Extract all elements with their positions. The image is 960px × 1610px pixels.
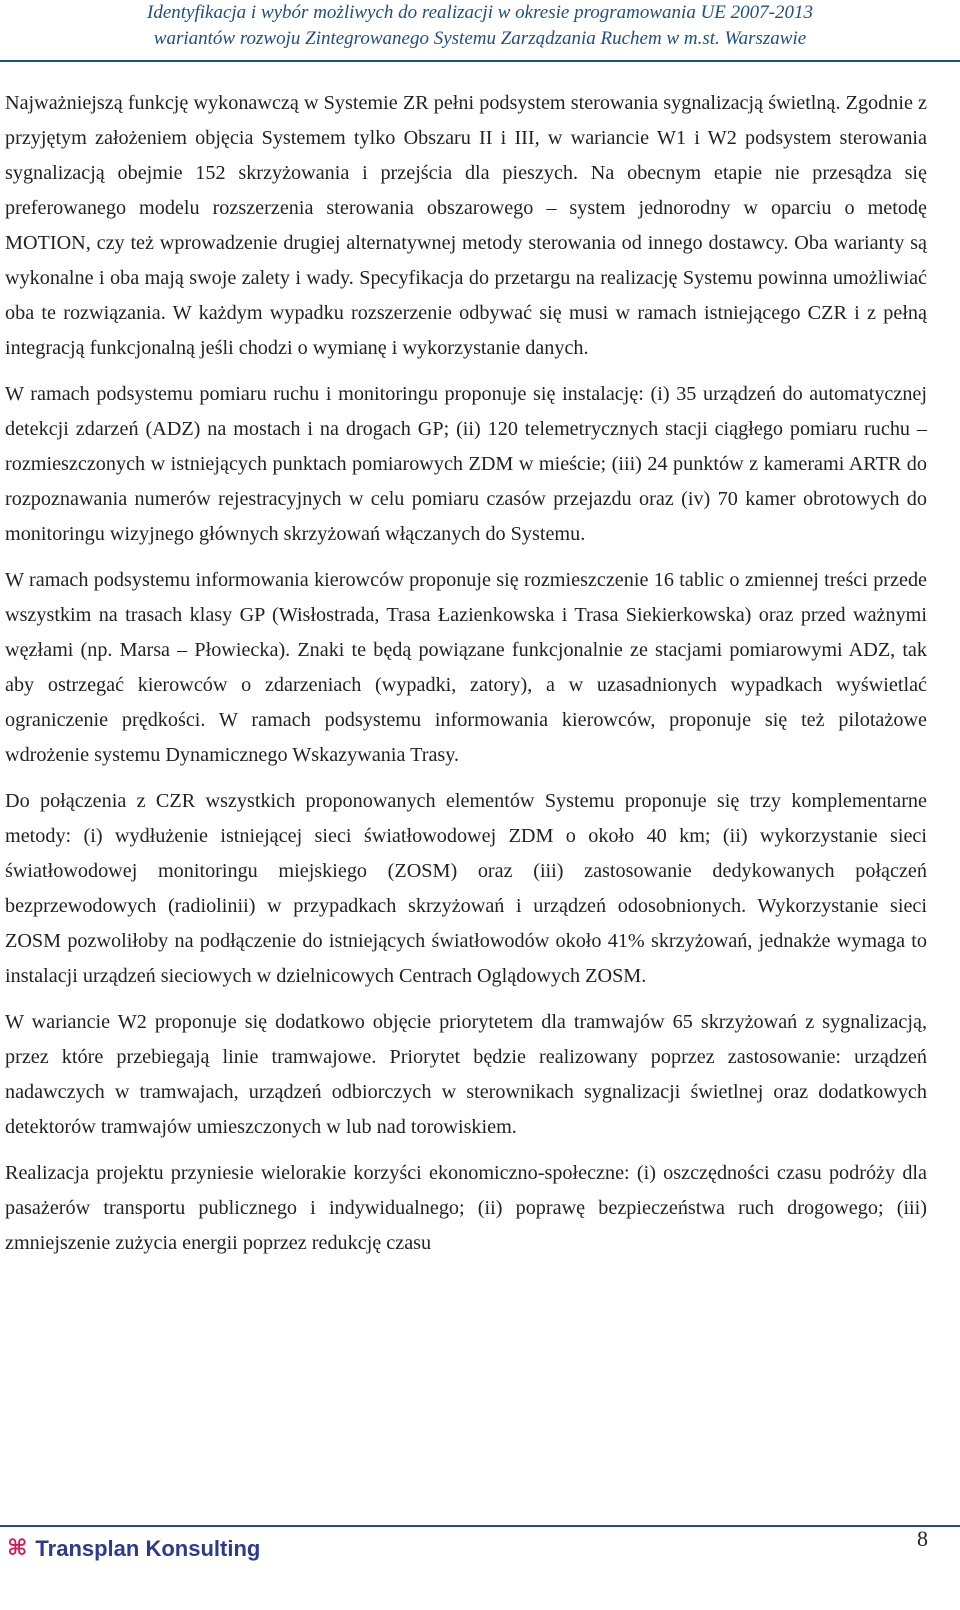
header-line-2: wariantów rozwoju Zintegrowanego Systemu Zarządzania Ruchem w m.st. Warszawie bbox=[153, 28, 807, 49]
transplan-logo-icon: ⌘ bbox=[7, 1536, 28, 1561]
document-body bbox=[5, 86, 927, 1272]
header-divider bbox=[0, 60, 960, 62]
footer-divider bbox=[0, 1525, 960, 1527]
paragraph-traffic-monitoring: W ramach podsystemu pomiaru ruchu i monitoringu proponuje się instalację: (i) 35 urządzeń do automatycznej detekcji zdarzeń (ADZ) na mostach i na drogach GP; (ii) 120 telemetrycznych stacji ciągłego pomiaru ruchu – rozmieszczonych w istniejących punktach pomiarowych ZDM w mieście; (iii) 24 punktów z kamerami ARTR do rozpoznawania numerów rejestracyjnych w celu pomiaru czasów przejazdu oraz (iv) 70 kamer obrotowych do monitoringu wizyjnego głównych skrzyżowań włączanych do Systemu. bbox=[5, 383, 927, 545]
paragraph-signal-control: Najważniejszą funkcję wykonawczą w Systemie ZR pełni podsystem sterowania sygnalizacją świetlną. Zgodnie z przyjętym założeniem objęcia Systemem tylko Obszaru II i III, w wariancie W1 i W2 podsystem sterowania sygnalizacją obejmie 152 skrzyżowania i przejścia dla pieszych. Na obecnym etapie nie przesądza się preferowanego modelu rozszerzenia sterowania obszarowego – system jednorodny w oparciu o metodę MOTION, czy też wprowadzenie drugiej alternatywnej metody sterowania od innego dostawcy. Oba warianty są wykonalne i oba mają swoje zalety i wady. Specyfikacja do przetargu na realizację Systemu powinna umożliwiać oba te rozwiązania. W każdym wypadku rozszerzenie odbywać się musi w ramach istniejącego CZR i z pełną integracją funkcjonalną jeśli chodzi o wymianę i wykorzystanie danych. bbox=[5, 92, 927, 359]
paragraph-benefits: Realizacja projektu przyniesie wielorakie korzyści ekonomiczno-społeczne: (i) oszczędności czasu podróży dla pasażerów transportu publicznego i indywidualnego; (ii) poprawę bezpieczeństwa ruch drogowego; (iii) zmniejszenie zużycia energii poprzez redukcję czasu bbox=[5, 1162, 927, 1254]
footer-brand bbox=[7, 1534, 260, 1564]
header-line-1: Identyfikacja i wybór możliwych do realizacji w okresie programowania UE 2007-2013 bbox=[147, 2, 813, 23]
paragraph-driver-information: W ramach podsystemu informowania kierowców proponuje się rozmieszczenie 16 tablic o zmiennej treści przede wszystkim na trasach klasy GP (Wisłostrada, Trasa Łazienkowska i Trasa Siekierkowska) oraz przed ważnymi węzłami (np. Marsa – Płowiecka). Znaki te będą powiązane funkcjonalnie ze stacjami pomiarowymi ADZ, tak aby ostrzegać kierowców o zdarzeniach (wypadki, zatory), a w uzasadnionych wypadkach wyświetlać ograniczenie prędkości. W ramach podsystemu informowania kierowców, proponuje się też pilotażowe wdrożenie systemu Dynamicznego Wskazywania Trasy. bbox=[5, 569, 927, 766]
brand-name: Transplan Konsulting bbox=[35, 1536, 261, 1561]
paragraph-czr-connection: Do połączenia z CZR wszystkich proponowanych elementów Systemu proponuje się trzy komplementarne metody: (i) wydłużenie istniejącej sieci światłowodowej ZDM o około 40 km; (ii) wykorzystanie sieci światłowodowej monitoringu miejskiego (ZOSM) oraz (iii) zastosowanie dedykowanych połączeń bezprzewodowych (radiolinii) w przypadkach skrzyżowań i urządzeń odosobnionych. Wykorzystanie sieci ZOSM pozwoliłoby na podłączenie do istniejących światłowodów około 41% skrzyżowań, jednakże wymaga to instalacji urządzeń sieciowych w dzielnicowych Centrach Oglądowych ZOSM. bbox=[5, 790, 927, 987]
page-header bbox=[0, 0, 960, 52]
page-number: 8 bbox=[917, 1526, 928, 1551]
paragraph-tram-priority: W wariancie W2 proponuje się dodatkowo objęcie priorytetem dla tramwajów 65 skrzyżowań z sygnalizacją, przez które przebiegają linie tramwajowe. Priorytet będzie realizowany poprzez zastosowanie: urządzeń nadawczych w tramwajach, urządzeń odbiorczych w sterownikach sygnalizacji świetlnej oraz dodatkowych detektorów tramwajów umieszczonych w lub nad torowiskiem. bbox=[5, 1011, 927, 1138]
